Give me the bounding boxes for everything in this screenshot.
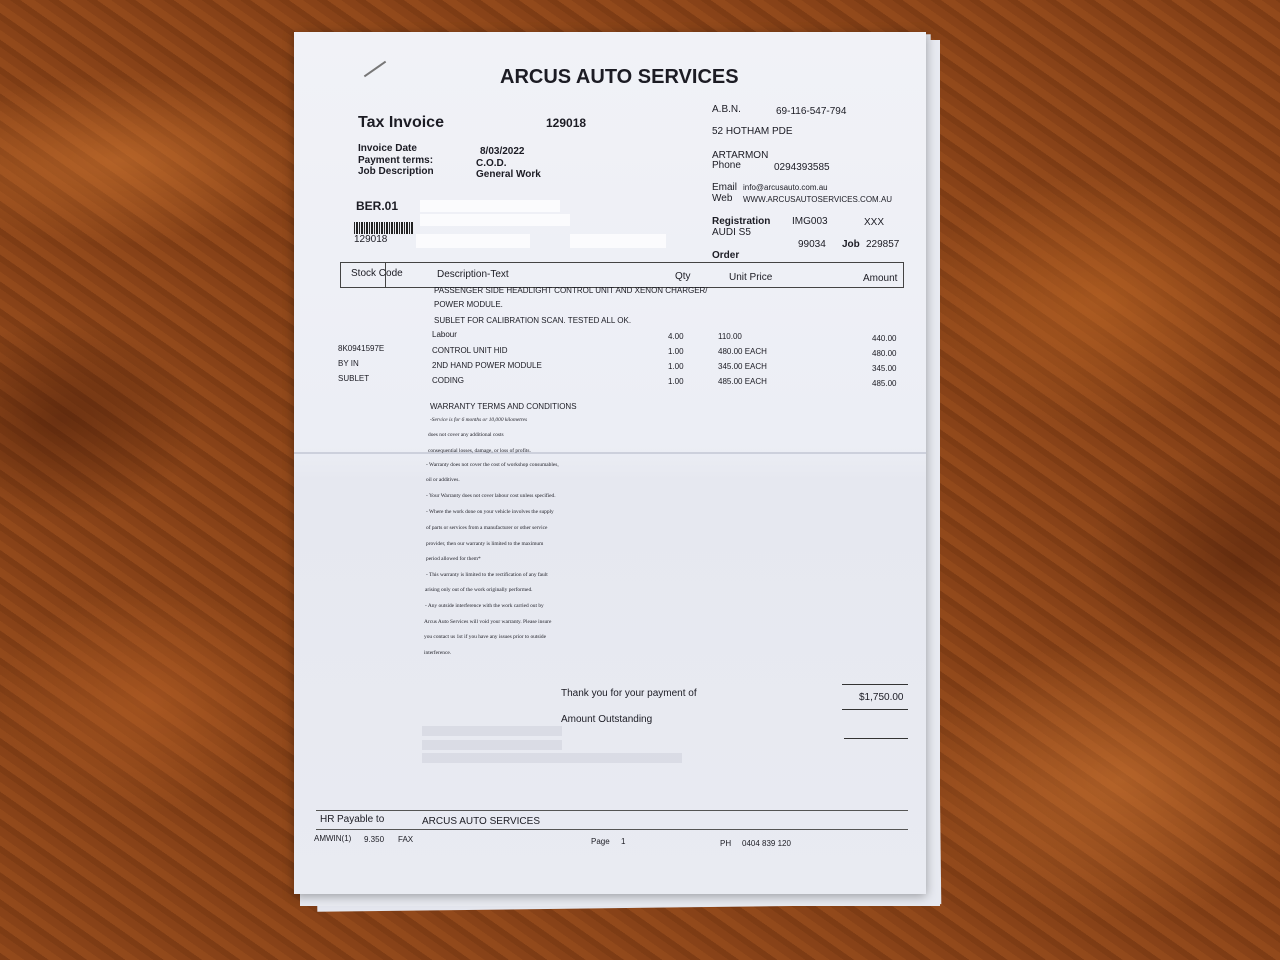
barcode-number: 129018 — [354, 234, 388, 245]
company-name-heading: ARCUS AUTO SERVICES — [500, 66, 739, 88]
bleed-through-text — [422, 740, 562, 750]
web-value: WWW.ARCUSAUTOSERVICES.COM.AU — [743, 195, 893, 204]
registration-label: Registration — [712, 216, 771, 227]
warranty-line: does not cover any additional costs — [428, 432, 504, 438]
warranty-line: provider, then our warranty is limited to the maximum — [426, 541, 544, 547]
warranty-line: - Your Warranty does not cover labour cost unless specified. — [426, 493, 556, 499]
bleed-through-text — [422, 726, 562, 736]
row-2-price: 345.00 EACH — [718, 362, 767, 371]
registration-extra: XXX — [864, 217, 885, 228]
barcode — [354, 222, 414, 234]
warranty-line: period allowed for them* — [426, 556, 481, 562]
software-name: AMWIN(1) — [314, 834, 352, 843]
odometer: 99034 — [798, 239, 826, 250]
payable-box — [316, 810, 908, 830]
invoice-date-label: Invoice Date — [358, 143, 417, 154]
thanks-payment-label: Thank you for your payment of — [561, 688, 697, 699]
hr-code: HR — [320, 814, 335, 825]
outstanding-rule — [844, 738, 908, 739]
row-3-price: 485.00 EACH — [718, 377, 767, 386]
warranty-line: oil or additives. — [426, 477, 460, 483]
suburb: ARTARMON — [712, 150, 769, 161]
total-top-rule — [842, 684, 908, 685]
header-stock-code: Stock Code — [351, 268, 403, 279]
header-qty: Qty — [675, 271, 691, 282]
job-note: PASSENGER SIDE HEADLIGHT CONTROL UNIT AND XENON CHARGER/ — [434, 286, 708, 295]
header-unit-price: Unit Price — [729, 272, 773, 283]
warranty-line: of parts or services from a manufacturer or other service — [426, 525, 548, 531]
row-1-price: 480.00 EACH — [718, 347, 767, 356]
warranty-line: - Where the work done on your vehicle involves the supply — [426, 509, 554, 515]
header-amount: Amount — [863, 273, 898, 284]
amount-outstanding-label: Amount Outstanding — [561, 714, 653, 725]
software-version: 9.350 — [364, 835, 385, 844]
tax-invoice-document — [294, 32, 926, 894]
vehicle-model: AUDI S5 — [712, 227, 751, 238]
row-3-code: SUBLET — [338, 374, 370, 383]
total-bottom-rule — [842, 709, 908, 710]
row-3-desc: CODING — [432, 376, 464, 385]
row-1-amount: 480.00 — [872, 349, 897, 358]
staple-mark — [364, 61, 386, 78]
redacted-customer-address — [570, 234, 666, 248]
warranty-line: consequential losses, damage, or loss of profits. — [428, 448, 531, 454]
customer-code: BER.01 — [356, 199, 399, 213]
warranty-line: you contact us 1st if you have any issues prior to outside — [424, 634, 547, 640]
job-note: POWER MODULE. — [434, 300, 503, 309]
redacted-customer-name — [420, 200, 560, 212]
abn-value: 69-116-547-794 — [776, 106, 847, 117]
email-label: Email — [712, 182, 738, 193]
registration-value: IMG003 — [792, 216, 828, 227]
table-header — [340, 262, 904, 288]
payable-label: Payable to — [337, 814, 385, 825]
row-0-amount: 440.00 — [872, 334, 897, 343]
web-label: Web — [712, 193, 733, 204]
warranty-line: interference. — [424, 650, 452, 656]
invoice-number: 129018 — [546, 116, 587, 130]
paper-fold — [294, 452, 926, 454]
row-0-price: 110.00 — [718, 332, 742, 341]
bleed-through-text — [422, 753, 682, 763]
abn-label: A.B.N. — [712, 104, 741, 115]
job-description: General Work — [476, 169, 541, 180]
ph-number: 0404 839 120 — [742, 839, 791, 848]
order-label: Order — [712, 250, 740, 261]
job-label: Job — [842, 239, 860, 250]
payment-terms: C.O.D. — [476, 158, 507, 169]
phone-value: 0294393585 — [774, 162, 830, 173]
warranty-line: - This warranty is limited to the rectification of any fault — [426, 572, 548, 578]
row-2-desc: 2ND HAND POWER MODULE — [432, 361, 542, 370]
row-1-code: 8K0941597E — [338, 344, 385, 353]
invoice-title: Tax Invoice — [358, 114, 444, 131]
page-number: 1 — [621, 837, 626, 846]
warranty-line: -Service is for 6 months or 10,000 kilometres — [430, 417, 528, 423]
warranty-line: - Warranty does not cover the cost of workshop consumables, — [426, 462, 559, 468]
row-0-qty: 4.00 — [668, 332, 684, 341]
redacted-customer-address — [416, 234, 530, 248]
row-3-qty: 1.00 — [668, 377, 684, 386]
ph-label: PH — [720, 839, 732, 848]
row-2-code: BY IN — [338, 359, 359, 368]
header-description: Description-Text — [437, 269, 509, 280]
redacted-customer-name — [420, 214, 570, 226]
phone-label: Phone — [712, 160, 741, 171]
page-label: Page — [591, 837, 610, 846]
row-1-qty: 1.00 — [668, 347, 684, 356]
warranty-line: arising only out of the work originally performed. — [425, 587, 533, 593]
row-3-amount: 485.00 — [872, 379, 897, 388]
job-note: SUBLET FOR CALIBRATION SCAN. TESTED ALL OK. — [434, 316, 632, 325]
row-2-qty: 1.00 — [668, 362, 684, 371]
warranty-title: WARRANTY TERMS AND CONDITIONS — [430, 402, 577, 411]
warranty-line: - Any outside interference with the work carried out by — [425, 603, 544, 609]
payment-amount: $1,750.00 — [859, 692, 904, 703]
fax-label: FAX — [398, 835, 414, 844]
row-2-amount: 345.00 — [872, 364, 897, 373]
payable-name: ARCUS AUTO SERVICES — [422, 816, 540, 827]
job-description-label: Job Description — [358, 166, 434, 177]
row-1-desc: CONTROL UNIT HID — [432, 346, 508, 355]
row-0-desc: Labour — [432, 330, 457, 339]
warranty-line: Arcus Auto Services will void your warranty. Please insure — [424, 619, 552, 625]
email-value: info@arcusauto.com.au — [743, 183, 828, 192]
invoice-date: 8/03/2022 — [480, 146, 525, 157]
address-line: 52 HOTHAM PDE — [712, 126, 793, 137]
payment-terms-label: Payment terms: — [358, 155, 434, 166]
job-number: 229857 — [866, 239, 900, 250]
